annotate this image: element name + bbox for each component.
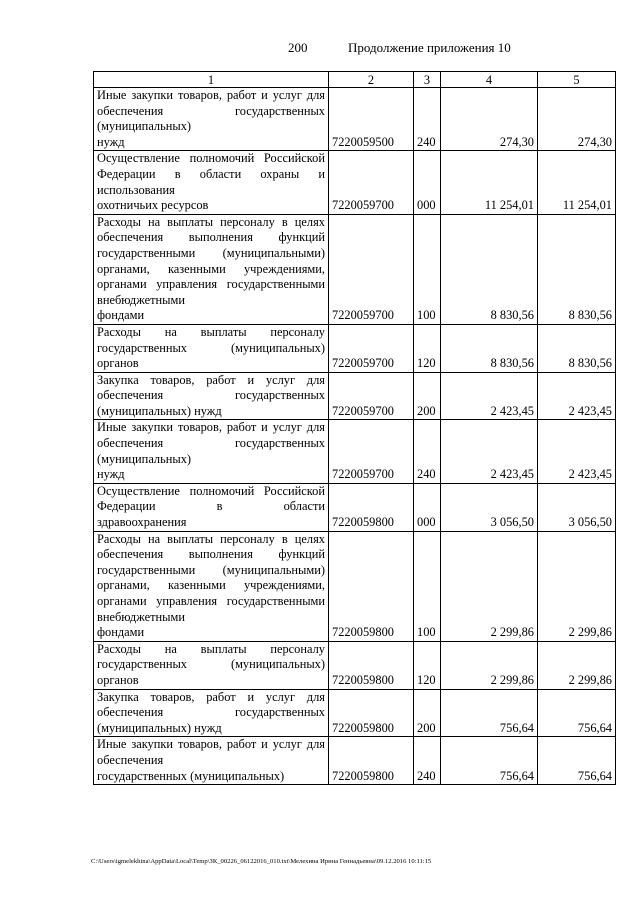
amount-cell: 2 299,86 xyxy=(441,641,538,689)
table-row xyxy=(94,372,616,420)
amount-cell: 11 254,01 xyxy=(441,151,538,214)
expense-type-cell: 200 xyxy=(414,372,441,420)
expense-name-line: Иные закупки товаров, работ и xyxy=(97,88,268,102)
amount-cell: 8 830,56 xyxy=(538,324,616,372)
amount-cell: 274,30 xyxy=(538,88,616,151)
expense-name-cell xyxy=(94,737,329,785)
amount-cell: 756,64 xyxy=(538,737,616,785)
amount-cell: 3 056,50 xyxy=(441,483,538,531)
table-row xyxy=(94,324,616,372)
table-row xyxy=(94,151,616,214)
amount-cell: 11 254,01 xyxy=(538,151,616,214)
amount-cell: 8 830,56 xyxy=(441,214,538,324)
column-header: 3 xyxy=(414,72,441,88)
expense-name-line: (муниципальных) нужд xyxy=(97,403,222,418)
expense-name-line: услуг для обеспечения xyxy=(97,737,325,767)
expense-name-line: государственных (муниципальных) xyxy=(97,103,325,134)
expense-name-cell xyxy=(94,151,329,214)
column-header: 5 xyxy=(538,72,616,88)
expense-name-line: нужд xyxy=(97,134,125,149)
expense-name-cell xyxy=(94,88,329,151)
expense-name-line: казенными учреждениями, xyxy=(167,578,325,593)
expense-type-cell: 240 xyxy=(414,737,441,785)
amount-cell: 8 830,56 xyxy=(441,324,538,372)
amount-cell: 3 056,50 xyxy=(538,483,616,531)
table-row xyxy=(94,483,616,531)
expense-name-line: фондами xyxy=(97,625,145,640)
expense-name-cell xyxy=(94,483,329,531)
expense-type-cell: 240 xyxy=(414,420,441,483)
column-header: 4 xyxy=(441,72,538,88)
expense-name-cell xyxy=(94,324,329,372)
expense-name-line: (муниципальными) органами, xyxy=(97,245,325,276)
expense-name-line: нужд xyxy=(97,467,125,482)
target-article-code-cell: 7220059700 xyxy=(329,151,414,214)
expense-name-line: Осуществление полномочий xyxy=(97,151,255,166)
amount-cell: 756,64 xyxy=(441,737,538,785)
expense-name-cell xyxy=(94,420,329,483)
expense-name-line: государственными внебюджетными xyxy=(97,277,325,307)
expense-name-line: Осуществление полномочий xyxy=(97,483,255,498)
expense-type-cell: 100 xyxy=(414,531,441,641)
table-row xyxy=(94,689,616,737)
amount-cell: 2 423,45 xyxy=(441,372,538,420)
target-article-code-cell: 7220059700 xyxy=(329,420,414,483)
expense-name-line: казенными учреждениями, xyxy=(167,261,325,276)
page-number: 200 xyxy=(288,40,308,55)
amount-cell: 2 299,86 xyxy=(441,531,538,641)
expense-name-line: Российской Федерации в области xyxy=(97,151,325,181)
target-article-code-cell: 7220059500 xyxy=(329,88,414,151)
budget-table xyxy=(93,71,616,785)
expense-name-line: Закупка товаров, работ и услуг для xyxy=(97,689,325,704)
target-article-code-cell: 7220059800 xyxy=(329,483,414,531)
expense-name-line: Российской Федерации в области xyxy=(97,483,325,514)
amount-cell: 756,64 xyxy=(441,689,538,737)
expense-name-line: услуг для обеспечения xyxy=(97,88,325,118)
expense-name-line: Расходы на выплаты персоналу в xyxy=(97,531,288,546)
expense-type-cell: 100 xyxy=(414,214,441,324)
table-row xyxy=(94,737,616,785)
column-header: 2 xyxy=(329,72,414,88)
amount-cell: 2 299,86 xyxy=(538,641,616,689)
amount-cell: 8 830,56 xyxy=(538,214,616,324)
table-row xyxy=(94,641,616,689)
expense-name-line: Расходы на выплаты персоналу xyxy=(97,641,325,656)
expense-name-line: Закупка товаров, работ и услуг для xyxy=(97,372,325,387)
target-article-code-cell: 7220059800 xyxy=(329,641,414,689)
expense-name-line: государственными внебюджетными xyxy=(97,594,325,624)
expense-type-cell: 000 xyxy=(414,483,441,531)
expense-name-cell xyxy=(94,641,329,689)
expense-type-cell: 120 xyxy=(414,641,441,689)
expense-type-cell: 200 xyxy=(414,689,441,737)
expense-name-line: органами управления xyxy=(97,594,218,608)
expense-name-line: органов xyxy=(97,356,139,371)
target-article-code-cell: 7220059800 xyxy=(329,737,414,785)
expense-type-cell: 120 xyxy=(414,324,441,372)
expense-name-cell xyxy=(94,214,329,324)
table-row xyxy=(94,531,616,641)
expense-name-line: целях обеспечения выполнения xyxy=(97,214,325,245)
expense-name-line: охраны и использования xyxy=(97,166,325,197)
expense-name-line: (муниципальных) нужд xyxy=(97,720,222,735)
column-header: 1 xyxy=(94,72,329,88)
expense-name-line: органов xyxy=(97,672,139,687)
expense-name-line: Иные закупки товаров, работ и xyxy=(97,420,268,435)
expense-name-line: целях обеспечения выполнения xyxy=(97,531,325,562)
amount-cell: 2 423,45 xyxy=(538,420,616,483)
expense-name-line: Расходы на выплаты персоналу в xyxy=(97,214,288,229)
expense-name-line: услуг для обеспечения xyxy=(97,420,325,451)
table-body xyxy=(94,88,616,785)
expense-name-line: охотничьих ресурсов xyxy=(97,198,209,213)
expense-name-line: Расходы на выплаты персоналу xyxy=(97,324,325,339)
amount-cell: 2 423,45 xyxy=(538,372,616,420)
expense-name-cell xyxy=(94,689,329,737)
table-row xyxy=(94,88,616,151)
page-header xyxy=(0,40,640,56)
expense-name-line: органами управления xyxy=(97,277,218,292)
target-article-code-cell: 7220059800 xyxy=(329,531,414,641)
amount-cell: 2 423,45 xyxy=(441,420,538,483)
amount-cell: 274,30 xyxy=(441,88,538,151)
table-row xyxy=(94,214,616,324)
expense-name-line: Иные закупки товаров, работ и xyxy=(97,737,268,752)
expense-name-line: государственных (муниципальных) xyxy=(97,657,325,672)
expense-name-line: государственных (муниципальных) xyxy=(97,340,325,355)
expense-name-line: функций государственными xyxy=(97,230,325,260)
expense-name-line: обеспечения государственных xyxy=(97,705,325,720)
expense-name-cell xyxy=(94,372,329,420)
table-row xyxy=(94,420,616,483)
expense-name-line: обеспечения государственных xyxy=(97,388,325,403)
expense-name-line: (муниципальными) органами, xyxy=(97,562,325,593)
target-article-code-cell: 7220059700 xyxy=(329,324,414,372)
target-article-code-cell: 7220059700 xyxy=(329,372,414,420)
document-footer-path: C:\Users\igmelekhina\AppData\Local\Temp\ЗК_00226_06122016_010.txt\Мелехина Ирина Геннадьевна\09.12.2016 10:11:15 xyxy=(91,858,432,865)
expense-name-line: государственных (муниципальных) xyxy=(97,436,325,466)
expense-type-cell: 240 xyxy=(414,88,441,151)
amount-cell: 2 299,86 xyxy=(538,531,616,641)
expense-type-cell: 000 xyxy=(414,151,441,214)
expense-name-line: фондами xyxy=(97,308,145,323)
target-article-code-cell: 7220059700 xyxy=(329,214,414,324)
target-article-code-cell: 7220059800 xyxy=(329,689,414,737)
expense-name-line: государственных (муниципальных) xyxy=(97,768,285,783)
column-number-row xyxy=(94,72,616,88)
expense-name-line: функций государственными xyxy=(97,547,325,577)
appendix-continuation-title: Продолжение приложения 10 xyxy=(348,40,511,55)
expense-name-cell xyxy=(94,531,329,641)
amount-cell: 756,64 xyxy=(538,689,616,737)
expense-name-line: здравоохранения xyxy=(97,515,187,530)
